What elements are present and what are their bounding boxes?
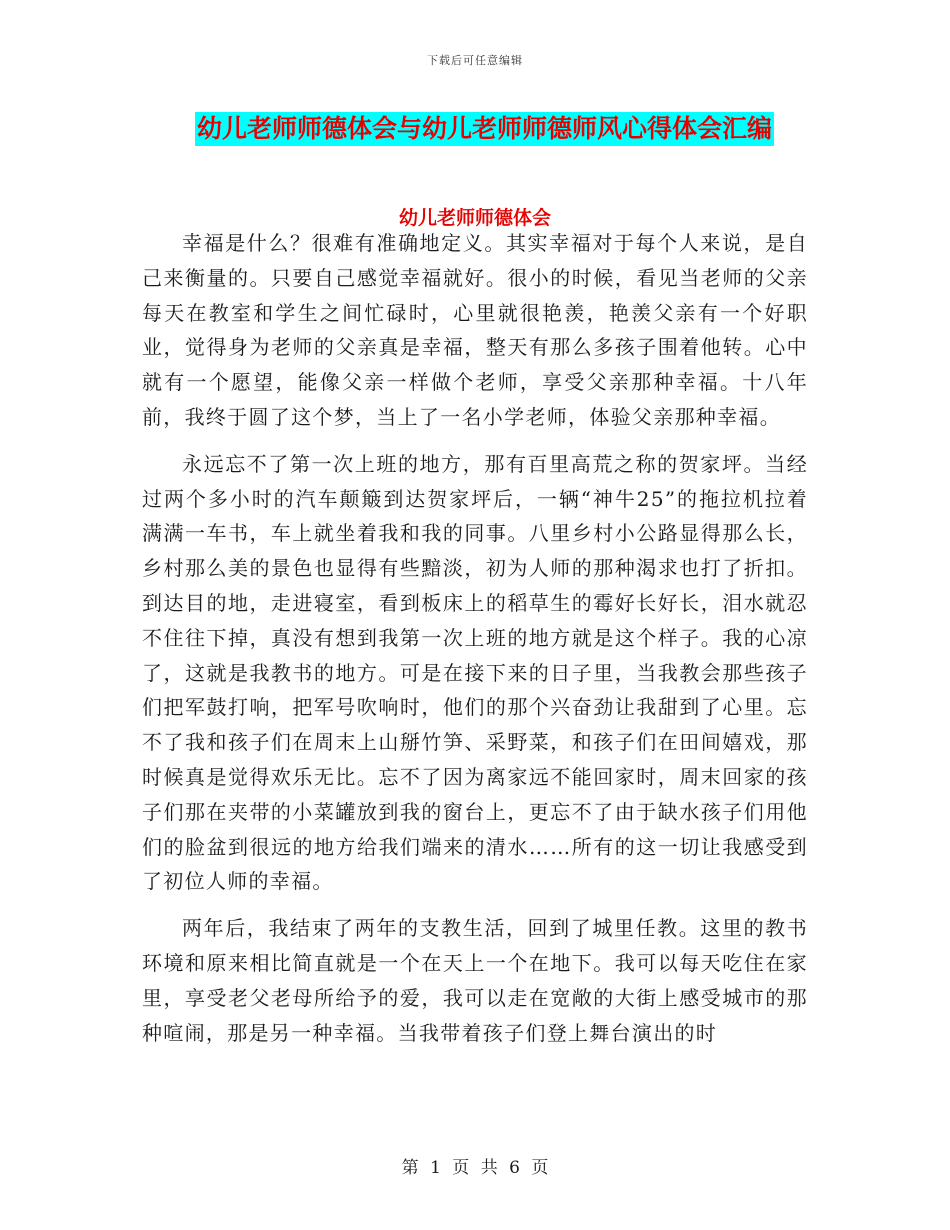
paragraph-1: 幸福是什么？很难有准确地定义。其实幸福对于每个人来说，是自己来衡量的。只要自己感觉幸福就好。很小的时候，看见当老师的父亲每天在教室和学生之间忙碌时，心里就很艳羡，艳羡父亲有一个好职业，觉得身为老师的父亲真是幸福，整天有那么多孩子围着他转。心中就有一个愿望，能像父亲一样做个老师，享受父亲那种幸福。十八年前，我终于圆了这个梦，当上了一名小学老师，体验父亲那种幸福。 [142,231,808,429]
paragraph-3: 两年后，我结束了两年的支教生活，回到了城里任教。这里的教书环境和原来相比简直就是一个在天上一个在地下。我可以每天吃住在家里，享受老父老母所给予的爱，我可以走在宽敞的大街上感受城市的那种喧闹，那是另一种幸福。当我带着孩子们登上舞台演出的时 [142,916,808,1045]
section-title: 幼儿老师师德体会 [398,207,551,229]
page-header-note: 下载后可任意编辑 [427,54,523,67]
paragraph-2: 永远忘不了第一次上班的地方，那有百里高荒之称的贺家坪。当经过两个多小时的汽车颠簸到达贺家坪后，一辆“神牛25”的拖拉机拉着满满一车书，车上就坐着我和我的同事。八里乡村小公路显得那么长，乡村那么美的景色也显得有些黯淡，初为人师的那种渴求也打了折扣。到达目的地，走进寝室，看到板床上的稻草生的霉好长好长，泪水就忍不住往下掉，真没有想到我第一次上班的地方就是这个样子。我的心凉了，这就是我教书的地方。可是在接下来的日子里，当我教会那些孩子们把军鼓打响，把军号吹响时，他们的那个兴奋劲让我甜到了心里。忘不了我和孩子们在周末上山掰竹笋、采野菜，和孩子们在田间嬉戏，那时候真是觉得欢乐无比。忘不了因为离家远不能回家时，周末回家的孩子们那在夹带的小菜罐放到我的窗台上，更忘不了由于缺水孩子们用他们的脸盆到很远的地方给我们端来的清水……所有的这一切让我感受到了初位人师的幸福。 [142,451,808,894]
body-text [142,226,808,1062]
page-number-footer: 第 1 页 共 6 页 [401,1158,549,1178]
document-title: 幼儿老师师德体会与幼儿老师师德师风心得体会汇编 [195,112,774,146]
